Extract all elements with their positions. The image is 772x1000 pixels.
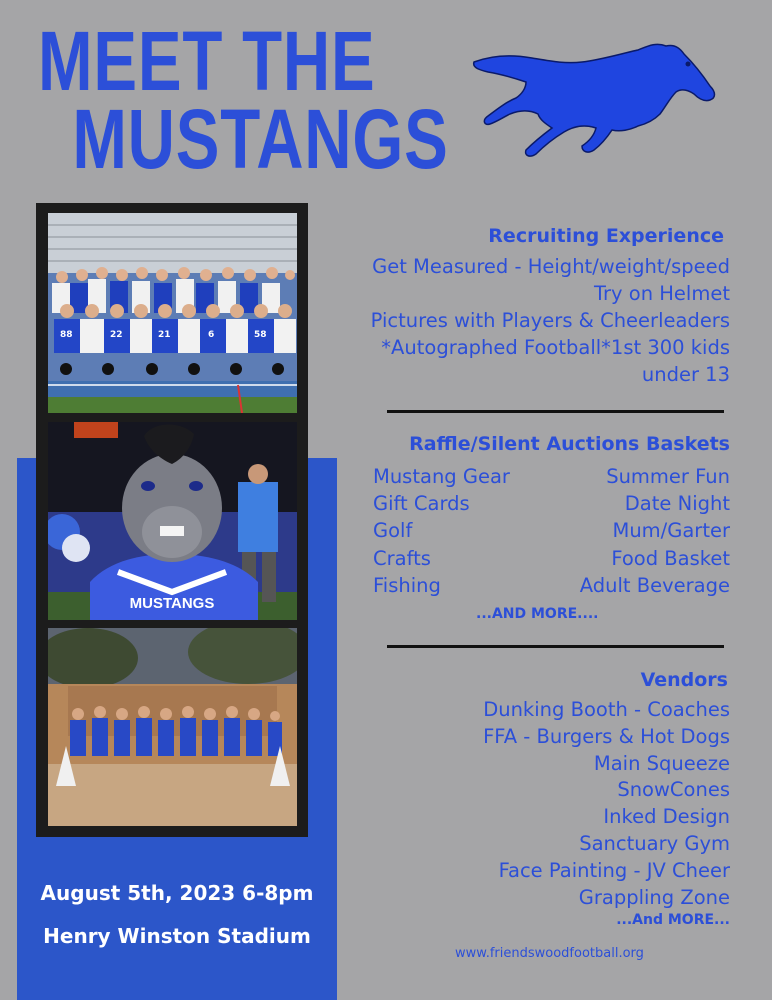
jersey-number: 58 [254,330,267,340]
list-item: Mum/Garter [612,519,730,543]
cheer-team-photo [48,628,297,826]
event-date: August 5th, 2023 6-8pm [40,881,314,905]
list-item: Gift Cards [373,492,470,516]
title-line-1: MEET THE [38,14,376,108]
raffle-list [373,463,730,599]
jersey-number: 22 [110,330,123,340]
list-item: Sanctuary Gym [579,831,730,855]
section-divider [387,645,724,648]
section-divider [387,410,724,413]
list-item: Face Painting - JV Cheer [498,858,730,882]
list-item: FFA - Burgers & Hot Dogs [483,724,730,748]
list-item: Crafts [373,546,431,570]
list-item: Pictures with Players & Cheerleaders [370,309,730,332]
list-item: Food Basket [611,546,730,570]
team-photo [48,213,297,413]
list-item: Summer Fun [606,465,730,488]
list-item: Main Squeeze [593,751,730,775]
list-item: Golf [373,519,413,543]
photo-strip [36,203,308,837]
website-link[interactable]: www.friendswoodfootball.org [455,946,644,961]
list-item: Mustang Gear [373,465,510,488]
jersey-number: 88 [60,330,73,340]
jersey-number: 6 [208,330,215,340]
recruiting-heading: Recruiting Experience [488,225,724,247]
poster-title [38,14,449,186]
raffle-heading: Raffle/Silent Auctions Baskets [409,433,730,455]
vendors-heading: Vendors [640,669,728,691]
mascot-photo [48,422,297,620]
list-item: Grappling Zone [578,885,730,909]
mustang-horse-icon [470,40,720,160]
list-item: Fishing [373,573,441,597]
jersey-number: 21 [158,330,171,340]
list-item: SnowCones [617,778,730,802]
vendors-more: ...And MORE... [616,912,730,929]
event-venue: Henry Winston Stadium [43,924,311,948]
list-item: Get Measured - Height/weight/speed [372,255,730,278]
list-item: Try on Helmet [593,282,730,305]
vendors-section [370,669,730,929]
list-item: Adult Beverage [579,573,730,597]
raffle-more: ...AND MORE.... [476,606,599,622]
mascot-shirt-text: MUSTANGS [129,595,215,612]
list-item: Dunking Booth - Coaches [483,698,730,721]
list-item: Date Night [624,492,730,516]
recruiting-section [310,225,730,388]
list-item: Inked Design [603,805,730,829]
list-item: *Autographed Football*1st 300 kids [381,336,730,359]
list-item: under 13 [641,363,730,386]
title-line-2: MUSTANGS [72,92,449,186]
